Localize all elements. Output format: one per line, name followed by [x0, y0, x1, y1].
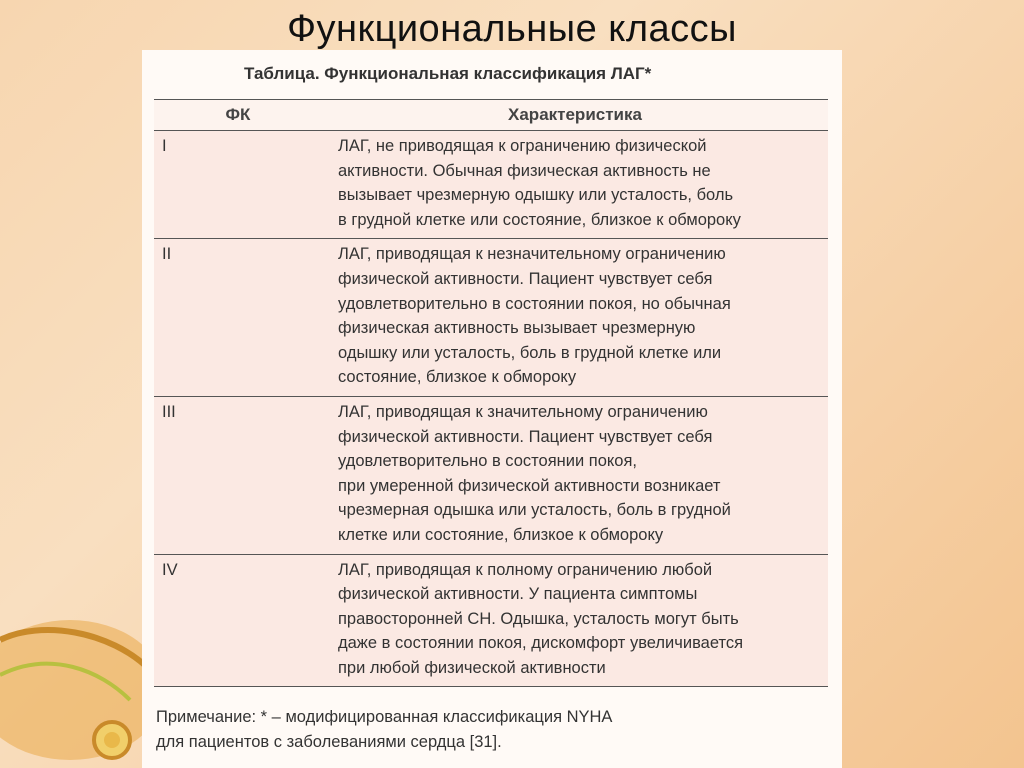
table-header-row	[154, 100, 828, 131]
characteristic-line: в грудной клетке или состояние, близкое к обмороку	[338, 210, 741, 229]
note-line: Примечание: * – модифицированная классификация NYHA	[156, 708, 613, 726]
fk-class-cell: I	[154, 131, 322, 239]
header-fk: ФК	[154, 100, 322, 131]
characteristic-line: ЛАГ, не приводящая к ограничению физической	[338, 137, 707, 155]
characteristic-cell	[322, 396, 828, 554]
table-row	[154, 131, 828, 239]
characteristic-line: состояние, близкое к обмороку	[338, 368, 577, 387]
characteristic-cell	[322, 554, 828, 687]
characteristic-line: ЛАГ, приводящая к незначительному ограничению	[338, 245, 726, 264]
slide-title: Функциональные классы	[287, 8, 737, 50]
characteristic-line: физическая активность вызывает чрезмерную	[338, 319, 696, 338]
table-caption: Таблица. Функциональная классификация ЛАГ*	[244, 64, 652, 83]
characteristic-line: физической активности. Пациент чувствует себя	[338, 269, 713, 288]
characteristic-line: вызывает чрезмерную одышку или усталость, боль	[338, 186, 734, 205]
table-row	[154, 239, 828, 397]
characteristic-line: физической активности. У пациента симптомы	[338, 585, 698, 604]
characteristic-line: удовлетворительно в состоянии покоя, но обычная	[338, 294, 731, 313]
characteristic-cell	[322, 131, 828, 239]
characteristic-line: удовлетворительно в состоянии покоя,	[338, 452, 637, 471]
characteristic-line: клетке или состояние, близкое к обмороку	[338, 525, 664, 544]
characteristic-line: одышку или усталость, боль в грудной клетке или	[338, 343, 722, 362]
table-row	[154, 396, 828, 554]
characteristic-line: активности. Обычная физическая активность не	[338, 161, 711, 180]
fk-class-cell: III	[154, 396, 322, 554]
characteristic-line: правосторонней СН. Одышка, усталость могут быть	[338, 609, 739, 628]
characteristic-cell	[322, 239, 828, 397]
characteristic-line: чрезмерная одышка или усталость, боль в грудной	[338, 501, 731, 520]
fk-class-cell: IV	[154, 554, 322, 687]
functional-class-table	[154, 99, 828, 687]
characteristic-line: при любой физической активности	[338, 658, 606, 677]
characteristic-line: ЛАГ, приводящая к значительному ограничению	[338, 402, 708, 421]
stethoscope-icon	[0, 580, 160, 768]
note-line: для пациентов с заболеваниями сердца [31].	[156, 733, 502, 751]
characteristic-line: ЛАГ, приводящая к полному ограничению любой	[338, 560, 713, 579]
table-row	[154, 554, 828, 687]
characteristic-line: даже в состоянии покоя, дискомфорт увеличивается	[338, 634, 744, 653]
characteristic-line: физической активности. Пациент чувствует себя	[338, 427, 713, 446]
header-characteristic: Характеристика	[322, 100, 828, 131]
fk-class-cell: II	[154, 239, 322, 397]
table-body	[154, 131, 828, 687]
characteristic-line: при умеренной физической активности возникает	[338, 476, 721, 495]
table-note	[156, 705, 826, 755]
